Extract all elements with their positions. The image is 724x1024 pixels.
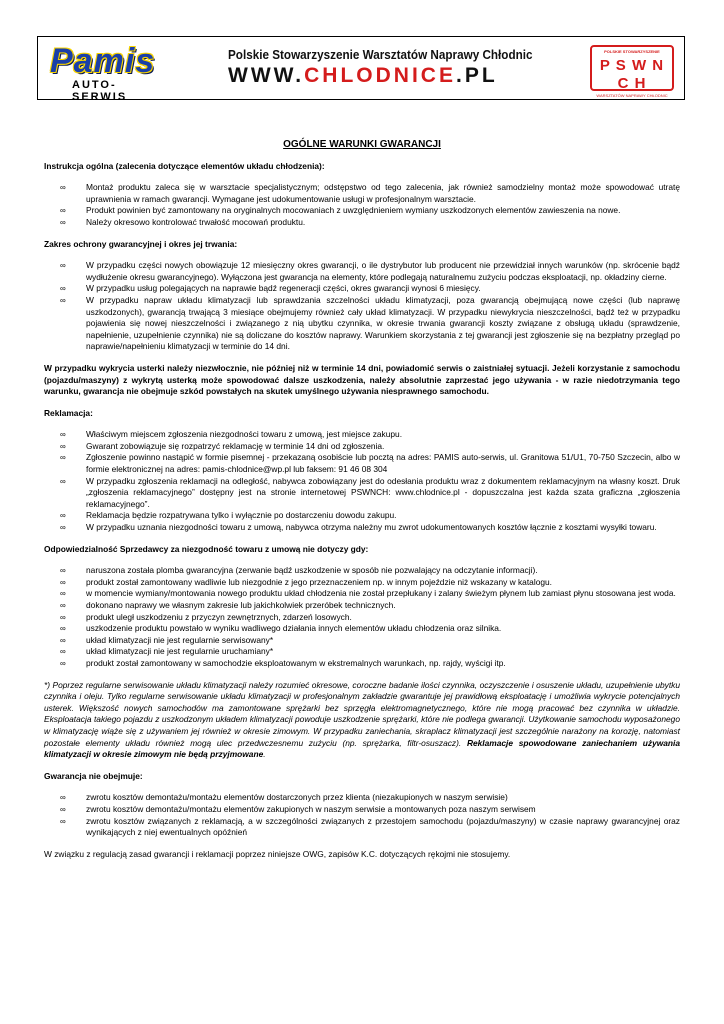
list-item <box>44 182 680 205</box>
bullet-icon: ∞ <box>60 217 66 227</box>
footnote-bold-text: Reklamacje spowodowane zaniechaniem używania klimatyzacji w okresie zimowym nie będą przyjmowane <box>44 737 681 760</box>
bullet-icon: ∞ <box>60 612 66 622</box>
section-heading-odpowiedzialnosc: Odpowiedzialność Sprzedawcy za niezgodność towaru z umową nie dotyczy gdy: <box>44 543 369 554</box>
bullet-icon: ∞ <box>60 441 66 451</box>
list-item-text: uszkodzenie produktu powstało w wyniku wadliwego działania innych elementów układu chłodzenia oraz silnika. <box>86 623 502 634</box>
list-item-text: Gwarant zobowiązuje się rozpatrzyć reklamację w terminie 14 dni od zgłoszenia. <box>86 440 385 451</box>
list-item-text: układ klimatyzacji nie jest regularnie serwisowany* <box>86 634 274 645</box>
bullet-icon: ∞ <box>60 804 66 814</box>
list-item-text: W przypadku zgłoszenia reklamacji na odległość, nabywca zobowiązany jest do odesłania produktu wraz z dokumentem reklamacyjnym na własny koszt. Druk „zgłoszenia reklamacyjnego” dostępny jest na stronie internetowej PSWNCH: www.chlodnice.pl - dopuszczalna jest każda szata graficzna „zgłoszenia reklamacyjnego”. <box>86 475 680 509</box>
list-item <box>44 429 680 441</box>
list-item <box>44 577 680 589</box>
website-address <box>228 64 558 88</box>
list-item-text: W przypadku części nowych obowiązuje 12 miesięczny okres gwarancji, o ile dystrybutor lub producent nie przewidział innych warunków (np. skrócenie bądź wydłużenie okresu gwarancyjnego). Wyłączona jest gwarancja na elementy, które podlegają naturalnemu zużyciu podczas eksploatacji, np. okładziny cierne. <box>86 260 680 282</box>
list-item-text: W przypadku uznania niezgodności towaru z umową, nabywca otrzyma należny mu zwrot udokumentowanych kosztów łącznie z kosztami wysyłki towaru. <box>86 522 657 533</box>
list-item-text: dokonano naprawy we własnym zakresie lub jakichkolwiek przeróbek technicznych. <box>86 600 396 610</box>
website-domain: CHLODNICE <box>304 64 456 87</box>
list-item <box>44 260 680 283</box>
list-item-text: naruszona została plomba gwarancyjna (zerwanie bądź uszkodzenie w sposób nie pozwalający na odczytanie informacji). <box>86 565 538 576</box>
bullet-icon: ∞ <box>60 601 66 610</box>
bullet-icon: ∞ <box>60 647 66 657</box>
document-body <box>44 139 680 860</box>
pswnch-logo <box>590 45 674 98</box>
list-item-text: Montaż produktu zaleca się w warsztacie specjalistycznym; odstępstwo od tego zalecenia, jak również samodzielny montaż może spowodować utratę uprawnienia w ramach gwarancji. Wymagane jest udokumentowanie usługi w profesjonalnym warsztacie. <box>86 182 680 204</box>
bullet-icon: ∞ <box>60 624 66 634</box>
list-item-text: produkt został zamontowany wadliwie lub niezgodnie z jego przeznaczeniem np. w innym pojeździe niż wskazany w katalogu. <box>86 576 552 587</box>
bullet-icon: ∞ <box>60 523 66 533</box>
pswnch-logo-top: POLSKIE STOWARZYSZENIE <box>604 49 660 54</box>
bullet-icon: ∞ <box>60 295 66 305</box>
list-item-text: Właściwym miejscem zgłoszenia niezgodności towaru z umową, jest miejsce zakupu. <box>86 429 403 440</box>
section-heading-instrukcja: Instrukcja ogólna (zalecenia dotyczące elementów układu chłodzenia): <box>44 160 325 171</box>
list-item-text: układ klimatyzacji nie jest regularnie uruchamiany* <box>86 646 274 657</box>
list-reklamacja <box>44 429 680 533</box>
footnote-paragraph: *) Poprzez regularne serwisowanie układu klimatyzacji należy rozumieć okresowe, coroczne badanie ilości czynnika, oczyszczenie i osuszenie układu, uzupełnienie ubytku czynnika i oleju. Tylko regularne serwisowanie układu klimatyzacji w profesjonalnym zakładzie gwarantuje jej prawidłową eksploatację i umożliwia wykrycie potencjalnych usterek. Większość nowych samochodów ma zamontowane sprężarki bez sprzęgła elektromagnetycznego, które nie mogą pracować bez czynnika w układzie. Eksploatacja takiego pojazdu z uszkodzonym układem klimatyzacji powoduje uszkodzenie sprężarki, które nie podlega gwarancji. Użytkowanie samochodu wyposażonego w klimatyzację wiąże się z używaniem jej również w okresie zimowym. W przypadku zaniechania, skraplacz klimatyzacji jest szczególnie narażony na korozję, natomiast pozostałe elementy układu również mogą ulec przedwczesnemu zużyciu (np. sprężarka, filtr-osuszacz). Reklamacje spowodowane zaniechaniem używania klimatyzacji w okresie zimowym nie będą przyjmowane. <box>44 679 681 760</box>
list-item <box>44 612 680 624</box>
section-heading-zakres: Zakres ochrony gwarancyjnej i okres jej trwania: <box>44 238 238 249</box>
list-item <box>44 565 680 577</box>
list-item <box>44 804 680 816</box>
bullet-icon: ∞ <box>60 816 66 826</box>
list-item <box>44 600 680 612</box>
document-title: OGÓLNE WARUNKI GWARANCJI <box>283 139 441 150</box>
section-heading-reklamacja: Reklamacja: <box>44 407 93 418</box>
list-item-text: Reklamacja będzie rozpatrywana tylko i wyłącznie po dostarczeniu dowodu zakupu. <box>86 510 397 521</box>
list-item-text: produkt uległ uszkodzeniu z przyczyn zewnętrznych, zdarzeń losowych. <box>86 611 352 622</box>
list-item-text: w momencie wymiany/montowania nowego produktu układ chłodzenia nie został przepłukany i zalany świeżym płynem lub zamiast płynu stosowana jest woda. <box>86 588 676 599</box>
list-odpowiedzialnosc <box>44 565 680 669</box>
list-item-text: W przypadku usług polegających na naprawie bądź regeneracji części, okres gwarancji wynosi 6 miesięcy. <box>86 283 481 294</box>
pamis-logo-text: Pamis <box>50 42 156 80</box>
bullet-icon: ∞ <box>60 183 66 193</box>
organization-name: Polskie Stowarzyszenie Warsztatów Naprawy Chłodnic <box>228 47 533 62</box>
list-item <box>44 635 680 647</box>
bullet-icon: ∞ <box>60 476 66 486</box>
list-item <box>44 623 680 635</box>
list-item <box>44 522 680 534</box>
header-center <box>228 47 558 88</box>
list-item-text: W przypadku napraw układu klimatyzacji lub sprawdzania szczelności układu klimatyzacji, poza gwarancją obejmującą nowe części (lub naprawę uszkodzonych), gwarancją trwającą 3 miesiące obejmujemy również cały układ klimatyzacji. W przypadku niewykrycia nieszczelności, bądź też w przypadku pojawienia się nowej nieszczelności i związanego z nią ubytku czynnika, w okresie trwania gwarancji koszty związane z obsługą układu (sprawdzenie, napełnienie, uzupełnienie czynnika) nie są doliczane do kosztów naprawy. Warunkiem skorzystania z tej gwarancji jest zgłoszenie się na bezpłatny przegląd po naprawie/napełnieniu klimatyzacji w terminie do 14 dni. <box>86 294 680 352</box>
bullet-icon: ∞ <box>60 453 66 463</box>
list-instrukcja <box>44 182 680 228</box>
list-item-text: produkt został zamontowany w samochodzie eksploatowanym w ekstremalnych warunkach, np. rajdy, wyścigi itp. <box>86 657 506 668</box>
bullet-icon: ∞ <box>60 658 66 668</box>
list-item-text: zwrotu kosztów demontażu/montażu elementów zakupionych w naszym serwisie a montowanych poza naszym serwisem <box>86 803 536 814</box>
list-item <box>44 295 680 353</box>
pswnch-logo-main: P S W N C H <box>599 57 665 92</box>
bullet-icon: ∞ <box>60 284 66 294</box>
list-item <box>44 792 680 804</box>
website-prefix: WWW. <box>228 64 305 87</box>
list-item <box>44 476 680 511</box>
notice-paragraph: W przypadku wykrycia usterki należy niezwłocznie, nie później niż w terminie 14 dni, powiadomić serwis o zaistniałej sytuacji. Jeżeli korzystanie z samochodu (pojazdu/maszyny) z wykrytą usterką może spowodować dalsze uszkodzenia, należy absolutnie zaprzestać jego używania - w razie niedotrzymania tego warunku, gwarancja nie obejmuje szkód powstałych na skutek umyślnego używania niesprawnego samochodu. <box>44 362 680 397</box>
list-item <box>44 816 680 839</box>
list-item-text: zwrotu kosztów demontażu/montażu elementów dostarczonych przez klienta (niezakupionych w naszym serwisie) <box>86 792 508 803</box>
list-item <box>44 283 680 295</box>
pamis-logo <box>46 42 170 103</box>
bullet-icon: ∞ <box>60 430 66 440</box>
list-item <box>44 658 680 670</box>
pswnch-logo-bottom: WARSZTATÓW NAPRAWY CHŁODNIC <box>596 93 668 98</box>
footnote-text: *) Poprzez regularne serwisowanie układu klimatyzacji należy rozumieć okresowe, coroczne badanie ilości czynnika, oczyszczenie i osuszenie układu, uzupełnienie ubytku czynnika i oleju. Tylko regularne serwisowanie układu klimatyzacji w profesjonalnym zakładzie gwarantuje jej prawidłową eksploatację i umożliwia wykrycie potencjalnych usterek. Większość nowych samochodów ma zamontowane sprężarki bez sprzęgła elektromagnetycznego, które nie mogą pracować bez czynnika w układzie. Eksploatacja takiego pojazdu z uszkodzonym układem klimatyzacji powoduje uszkodzenie sprężarki, które nie podlega gwarancji. Użytkowanie samochodu wyposażonego w klimatyzację wiąże się z używaniem jej również w okresie zimowym. W przypadku zaniechania, skraplacz klimatyzacji jest szczególnie narażony na korozję, natomiast pozostałe elementy układu również mogą ulec przedwczesnemu zużyciu (np. sprężarka, filtr-osuszacz). <box>44 679 680 748</box>
list-zakres <box>44 260 680 353</box>
closing-statement: W związku z regulacją zasad gwarancji i reklamacji poprzez niniejsze OWG, zapisów K.C. dotyczących rękojmi nie stosujemy. <box>44 848 511 859</box>
bullet-icon: ∞ <box>60 635 66 645</box>
bullet-icon: ∞ <box>60 577 66 587</box>
list-item <box>44 588 680 600</box>
document-header <box>37 36 685 103</box>
list-item <box>44 217 680 229</box>
list-item <box>44 452 680 475</box>
list-item <box>44 205 680 217</box>
website-suffix: .PL <box>455 64 498 87</box>
bullet-icon: ∞ <box>60 511 66 521</box>
bullet-icon: ∞ <box>60 589 66 599</box>
list-item-text: Produkt powinien być zamontowany na oryginalnych mocowaniach z uwzględnieniem wymiany uszkodzonych elementów zawieszenia na nowe. <box>86 205 621 216</box>
list-item-text: Zgłoszenie powinno nastąpić w formie pisemnej - przekazaną osobiście lub pocztą na adres: PAMIS auto-serwis, ul. Granitowa 51/U1, 70-750 Szczecin, albo w formie elektronicznej na adres: pamis-chlodnice@wp.pl lub faksem: 91 46 08 304 <box>86 452 680 475</box>
list-item <box>44 441 680 453</box>
list-item-text: zwrotu kosztów związanych z reklamacją, a w szczególności związanych z przestojem samochodu (pojazdu/maszyny) w czasie naprawy gwarancyjnej oraz wynikających z niej ewentualnych opóźnień <box>86 815 680 838</box>
pamis-logo-subtitle: AUTO-SERWIS <box>72 79 128 103</box>
list-gwarancja-nie <box>44 792 680 838</box>
list-item <box>44 646 680 658</box>
list-item <box>44 510 680 522</box>
bullet-icon: ∞ <box>60 261 66 271</box>
list-item-text: Należy okresowo kontrolować trwałość mocowań produktu. <box>86 216 306 227</box>
bullet-icon: ∞ <box>60 206 66 216</box>
section-heading-gwarancja-nie: Gwarancja nie obejmuje: <box>44 770 143 781</box>
bullet-icon: ∞ <box>60 793 66 803</box>
bullet-icon: ∞ <box>60 566 66 576</box>
